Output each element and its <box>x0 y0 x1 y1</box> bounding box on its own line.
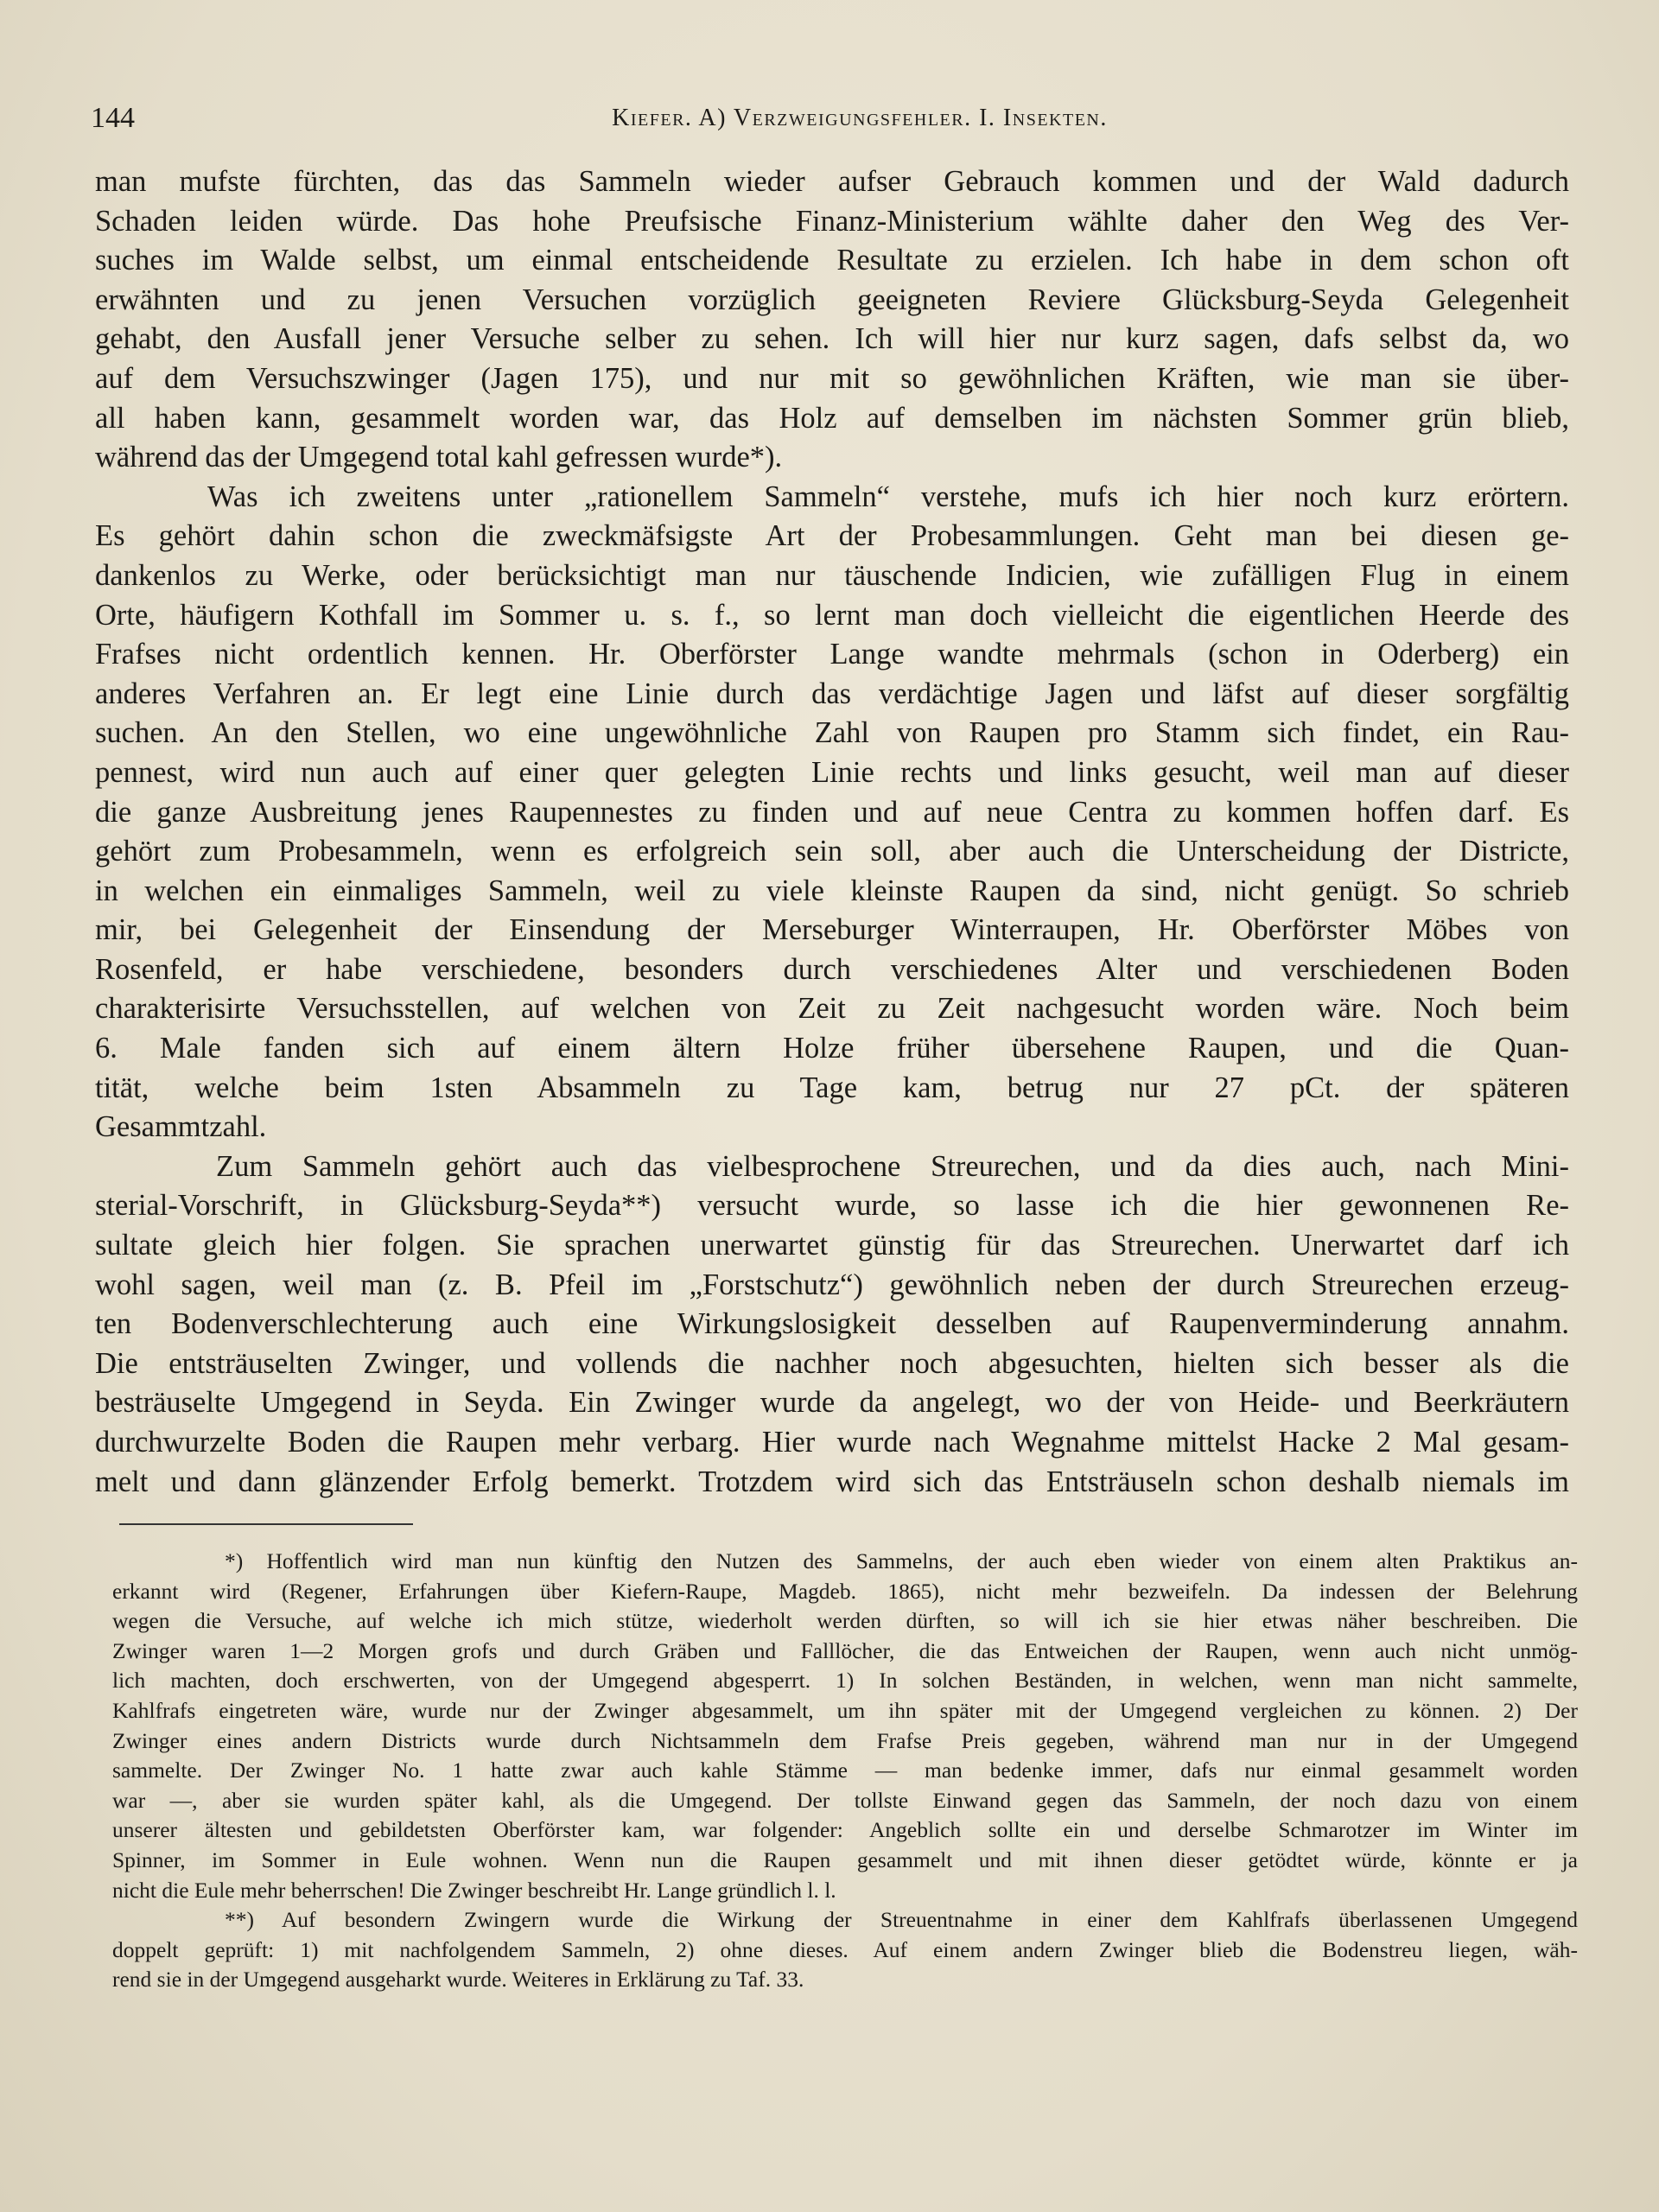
text-line: melt und dann glänzender Erfolg bemerkt. Trotzdem wird sich das Entsträuseln schon deshalb niemals im <box>95 1465 1569 1498</box>
footnotes <box>112 1547 1578 1995</box>
footnote-line: sammelte. Der Zwinger No. 1 hatte zwar auch kahle Stämme — man bedenke immer, dafs nur einmal gesammelt worden <box>112 1758 1578 1783</box>
text-line: ten Bodenverschlechterung auch eine Wirkungslosigkeit desselben auf Raupenverminderung annahm. <box>95 1307 1569 1341</box>
footnote-line: Zwinger eines andern Districts wurde durch Nichtsammeln dem Frafse Preis gegeben, während man nur in der Umgegend <box>112 1727 1578 1753</box>
footnote-line: lich machten, doch erschwerten, von der Umgegend abgesperrt. 1) In solchen Beständen, in welchen, wenn man nicht sammelte, <box>112 1668 1578 1694</box>
footnote-line: nicht die Eule mehr beherrschen! Die Zwinger beschreibt Hr. Lange gründlich l. l. <box>112 1877 836 1903</box>
text-line: Gesammtzahl. <box>95 1110 267 1144</box>
text-line: in welchen ein einmaliges Sammeln, weil zu viele kleinste Raupen da sind, nicht genügt. So schrieb <box>95 874 1569 907</box>
text-line: anderes Verfahren an. Er legt eine Linie durch das verdächtige Jagen und läfst auf dieser sorgfältig <box>95 677 1569 710</box>
text-line: Es gehört dahin schon die zweckmäfsigste Art der Probesammlungen. Geht man bei diesen ge- <box>95 519 1569 553</box>
text-line: man mufste fürchten, das das Sammeln wieder aufser Gebrauch kommen und der Wald dadurch <box>95 165 1569 198</box>
text-line: wohl sagen, weil man (z. B. Pfeil im „Forstschutz“) gewöhnlich neben der durch Streurechen erzeug- <box>95 1268 1569 1301</box>
page-header <box>91 97 1577 140</box>
footnote-line: war —, aber sie wurden später kahl, als die Umgegend. Der tollste Einwand gegen das Sammeln, der noch dazu von einem <box>112 1787 1578 1813</box>
footnote-line: rend sie in der Umgegend ausgeharkt wurde. Weiteres in Erklärung zu Taf. 33. <box>112 1967 804 1993</box>
footnote-line: Spinner, im Sommer in Eule wohnen. Wenn nun die Raupen gesammelt und mit ihnen dieser getödtet würde, könnte er ja <box>112 1847 1578 1872</box>
text-line: gehört zum Probesammeln, wenn es erfolgreich sein soll, aber auch die Unterscheidung der Districte, <box>95 835 1569 868</box>
text-line: die ganze Ausbreitung jenes Raupennestes zu finden und auf neue Centra zu kommen hoffen darf. Es <box>95 795 1569 829</box>
footnote-line: **) Auf besondern Zwingern wurde die Wirkung der Streuentnahme in einer dem Kahlfrafs überlassenen Umgegend <box>225 1907 1578 1933</box>
running-head: Kiefer. A) Verzweigungsfehler. I. Insekten. <box>612 105 1108 131</box>
text-line: charakterisirte Versuchsstellen, auf welchen von Zeit zu Zeit nachgesucht worden wäre. Noch beim <box>95 992 1569 1026</box>
text-line: Zum Sammeln gehört auch das vielbesprochene Streurechen, und da dies auch, nach Mini- <box>216 1149 1569 1183</box>
text-line: all haben kann, gesammelt worden war, das Holz auf demselben im nächsten Sommer grün blieb, <box>95 401 1569 435</box>
text-line: pennest, wird nun auch auf einer quer gelegten Linie rechts und links gesucht, weil man auf dieser <box>95 755 1569 789</box>
text-line: Schaden leiden würde. Das hohe Preufsische Finanz-Ministerium wählte daher den Weg des Ver- <box>95 204 1569 238</box>
text-line: 6. Male fanden sich auf einem ältern Holze früher übersehene Raupen, und die Quan- <box>95 1032 1569 1065</box>
footnote-line: unserer ältesten und gebildetsten Oberförster kam, war folgender: Angeblich sollte ein und derselbe Schmarotzer im Winter im <box>112 1817 1578 1843</box>
footnote-line: *) Hoffentlich wird man nun künftig den Nutzen des Sammelns, der auch eben wieder von einem alten Praktikus an- <box>225 1548 1578 1573</box>
text-line: mir, bei Gelegenheit der Einsendung der Merseburger Winterraupen, Hr. Oberförster Möbes von <box>95 913 1569 947</box>
text-line: Frafses nicht ordentlich kennen. Hr. Oberförster Lange wandte mehrmals (schon in Oderberg) ein <box>95 638 1569 671</box>
text-line: Was ich zweitens unter „rationellem Sammeln“ verstehe, mufs ich hier noch kurz erörtern. <box>207 480 1569 513</box>
text-line: Rosenfeld, er habe verschiedene, besonders durch verschiedenes Alter und verschiedenen Boden <box>95 952 1569 986</box>
footnote-line: Kahlfrafs eingetreten wäre, wurde nur der Zwinger abgesammelt, um ihn später mit der Umgegend vergleichen zu können. 2) Der <box>112 1697 1578 1723</box>
text-line: dankenlos zu Werke, oder berücksichtigt man nur täuschende Indicien, wie zufälligen Flug in einem <box>95 558 1569 592</box>
text-line: gehabt, den Ausfall jener Versuche selber zu sehen. Ich will hier nur kurz sagen, dafs selbst da, wo <box>95 322 1569 356</box>
footnote-line: wegen die Versuche, auf welche ich mich stütze, wiederholt werden dürften, so will ich sie hier etwas näher beschreiben. Die <box>112 1608 1578 1634</box>
text-line: Orte, häufigern Kothfall im Sommer u. s. f., so lernt man doch vielleicht die eigentlichen Heerde des <box>95 598 1569 632</box>
footnote-divider <box>119 1523 413 1525</box>
text-line: suchen. An den Stellen, wo eine ungewöhnliche Zahl von Raupen pro Stamm sich findet, ein Rau- <box>95 716 1569 750</box>
footnote-line: Zwinger waren 1—2 Morgen grofs und durch Gräben und Falllöcher, die das Entweichen der Raupen, wenn auch nicht unmög- <box>112 1637 1578 1663</box>
text-line: sterial-Vorschrift, in Glücksburg-Seyda**) versucht wurde, so lasse ich die hier gewonnenen Re- <box>95 1189 1569 1223</box>
text-line: auf dem Versuchszwinger (Jagen 175), und nur mit so gewöhnlichen Kräften, wie man sie über- <box>95 361 1569 395</box>
text-line: sultate gleich hier folgen. Sie sprachen unerwartet günstig für das Streurechen. Unerwartet darf ich <box>95 1229 1569 1262</box>
footnote-line: erkannt wird (Regener, Erfahrungen über Kiefern-Raupe, Magdeb. 1865), nicht mehr bezweifeln. Da indessen der Belehrung <box>112 1578 1578 1604</box>
text-line: besträuselte Umgegend in Seyda. Ein Zwinger wurde da angelegt, wo der von Heide- und Beerkräutern <box>95 1386 1569 1420</box>
text-line: Die entsträuselten Zwinger, und vollends die nachher noch abgesuchten, hielten sich besser als die <box>95 1346 1569 1380</box>
text-line: während das der Umgegend total kahl gefressen wurde*). <box>95 441 783 474</box>
page-number: 144 <box>91 102 135 134</box>
footnote-line: doppelt geprüft: 1) mit nachfolgendem Sammeln, 2) ohne dieses. Auf einem andern Zwinger blieb die Bodenstreu liegen, wäh- <box>112 1936 1578 1962</box>
text-line: tität, welche beim 1sten Absammeln zu Tage kam, betrug nur 27 pCt. der späteren <box>95 1071 1569 1104</box>
text-line: erwähnten und zu jenen Versuchen vorzüglich geeigneten Reviere Glücksburg-Seyda Gelegenheit <box>95 283 1569 316</box>
text-line: durchwurzelte Boden die Raupen mehr verbarg. Hier wurde nach Wegnahme mittelst Hacke 2 Mal gesam- <box>95 1426 1569 1459</box>
main-text <box>95 162 1569 1502</box>
text-line: suches im Walde selbst, um einmal entscheidende Resultate zu erzielen. Ich habe in dem schon oft <box>95 244 1569 277</box>
